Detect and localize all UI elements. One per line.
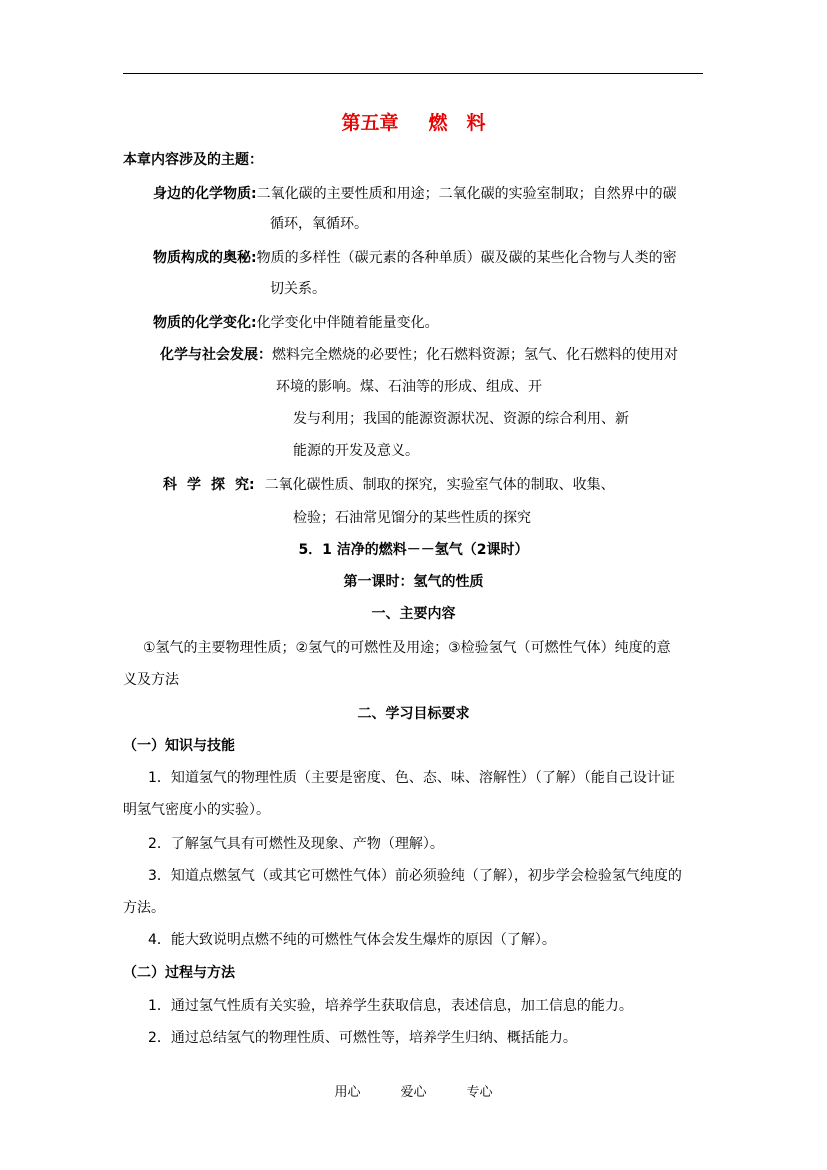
theme-text: 二氧化碳的主要性质和用途；二氧化碳的实验室制取；自然界中的碳 [256, 186, 677, 202]
theme-row [153, 248, 677, 268]
theme-text: 化学变化中伴随着能量变化。 [256, 315, 439, 331]
list-item: 2．通过总结氢气的物理性质、可燃性等，培养学生归纳、概括能力。 [148, 1030, 577, 1046]
theme-text-cont: 环境的影响。煤、石油等的形成、组成、开 [276, 379, 542, 395]
list-item-cont: 方法。 [123, 900, 165, 916]
theme-label: 化学与社会发展： [160, 347, 272, 363]
lesson-title: 第一课时：氢气的性质 [343, 574, 484, 590]
theme-text-cont: 发与利用；我国的能源资源状况、资源的综合利用、新 [293, 411, 629, 427]
chapter-title: 第五章 燃 料 [341, 112, 486, 134]
theme-label: 科 学 探 究: [163, 477, 255, 493]
theme-text: 二氧化碳性质、制取的探究，实验室气体的制取、收集、 [264, 477, 615, 493]
theme-text: 燃料完全燃烧的必要性；化石燃料资源；氢气、化石燃料的使用对 [272, 347, 678, 363]
list-item: 2．了解氢气具有可燃性及现象、产物（理解）。 [148, 836, 444, 852]
sub-heading-process: （二）过程与方法 [123, 965, 235, 981]
list-item: 4．能大致说明点燃不纯的可燃性气体会发生爆炸的原因（了解）。 [148, 932, 556, 948]
footer-text: 用心 [334, 1085, 361, 1100]
theme-row [160, 345, 678, 365]
list-item: 1．通过氢气性质有关实验，培养学生获取信息，表述信息，加工信息的能力。 [148, 998, 633, 1014]
theme-label: 身边的化学物质: [153, 186, 257, 202]
list-item: 3．知道点燃氢气（或其它可燃性气体）前必须验纯（了解），初步学会检验氢气纯度的 [148, 868, 682, 884]
theme-row [153, 313, 439, 333]
heading-main-content: 一、主要内容 [371, 606, 456, 622]
theme-text: 物质的多样性（碳元素的各种单质）碳及碳的某些化合物与人类的密 [256, 250, 677, 266]
footer-text: 爱心 [400, 1085, 427, 1100]
theme-label: 物质构成的奥秘: [153, 250, 257, 266]
theme-text-cont: 切关系。 [270, 281, 326, 297]
list-item-cont: 明氢气密度小的实验）。 [123, 802, 270, 818]
footer-text: 专心 [466, 1085, 493, 1100]
theme-text-cont: 检验；石油常见馏分的某些性质的探究 [293, 510, 531, 526]
theme-label: 物质的化学变化: [153, 315, 257, 331]
main-content-text: ①氢气的主要物理性质；②氢气的可燃性及用途；③检验氢气（可燃性气体）纯度的意 [143, 640, 671, 656]
theme-row [153, 184, 677, 204]
theme-text-cont: 能源的开发及意义。 [293, 443, 419, 459]
theme-text-cont: 循环，氧循环。 [270, 216, 368, 232]
themes-heading: 本章内容涉及的主题： [123, 152, 263, 168]
heading-objectives: 二、学习目标要求 [357, 706, 470, 722]
section-title: 5．1 洁净的燃料－－氢气（2课时） [298, 542, 529, 558]
header-rule [123, 73, 703, 74]
list-item: 1．知道氢气的物理性质（主要是密度、色、态、味、溶解性）（了解）（能自己设计证 [148, 770, 675, 786]
main-content-text-cont: 义及方法 [123, 672, 179, 688]
sub-heading-knowledge: （一）知识与技能 [123, 738, 235, 754]
theme-row [163, 475, 615, 495]
page-footer [0, 1083, 827, 1103]
